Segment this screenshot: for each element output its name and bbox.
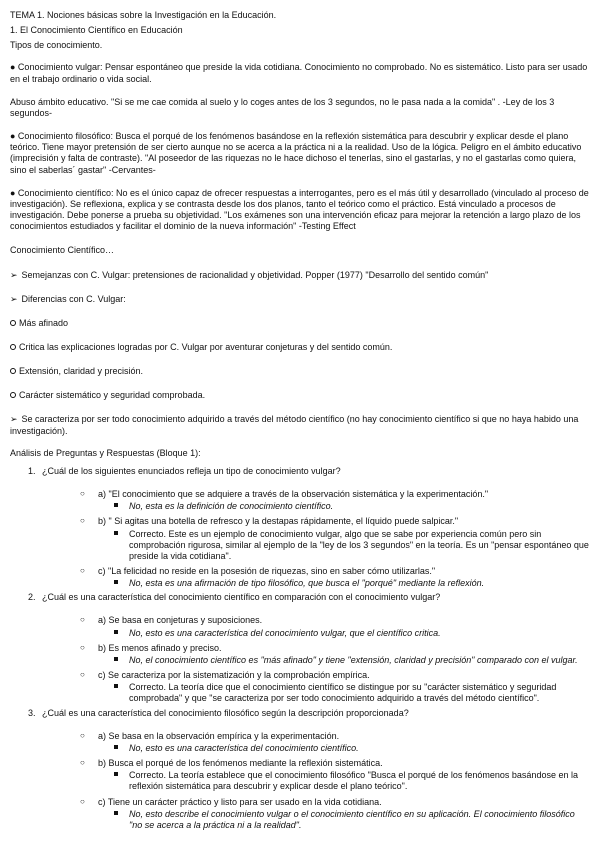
circle-bullet-icon: ○ — [80, 730, 85, 740]
square-bullet-icon — [114, 745, 118, 749]
option-text: b) Busca el porqué de los fenómenos mediante la reflexión sistemática. — [98, 758, 383, 769]
option — [10, 643, 590, 654]
option — [10, 566, 590, 577]
question-text: ¿Cuál de los siguientes enunciados refleja un tipo de conocimiento vulgar? — [42, 465, 341, 476]
square-bullet-icon — [114, 811, 118, 815]
option-note — [10, 501, 590, 512]
subheading-tipos: Tipos de conocimiento. — [10, 40, 103, 51]
option-note — [10, 529, 590, 562]
question-text: ¿Cuál es una característica del conocimiento científico en comparación con el conocimiento vulgar? — [42, 592, 441, 603]
cc-heading: Conocimiento Científico… — [10, 245, 115, 256]
option-text: b) Es menos afinado y preciso. — [98, 642, 222, 653]
option-text: c) Tiene un carácter práctico y listo para ser usado en la vida cotidiana. — [98, 796, 382, 807]
para-vulgar: ● Conocimiento vulgar: Pensar espontáneo que preside la vida cotidiana. Conocimiento no comprobado. No es sistemático. Listo para ser usado en el trabajo ordinario o vida social. — [10, 62, 588, 84]
circle-item — [10, 318, 590, 329]
option — [10, 489, 590, 500]
option-note — [10, 682, 590, 704]
option-text: a) Se basa en la observación empírica y la experimentación. — [98, 730, 340, 741]
question — [10, 708, 590, 719]
para-filosofico: ● Conocimiento filosófico: Busca el porqué de los fenómenos basándose en la reflexión sistemática para descubrir y explicar desde el plano teórico. Tiene mayor pretensión de ser cierto aunque no se acerca a la práctica ni a la realidad. Uso de la lógica. Peligro en el ámbito educativo (imprecisión y falta de contraste). "Al poseedor de las riquezas no le hace dichoso el tenerlas, sino el gastarlas, y no el gastarlas como quiera, sino el saberlas´ gastar" -Cervantes- — [10, 131, 582, 175]
circle-bullet-icon — [10, 344, 16, 350]
question — [10, 592, 590, 603]
note-text: Correcto. La teoría dice que el conocimiento científico se distingue por su "carácter sistemático y seguridad comprobada" y que "se caracteriza por ser todo conocimiento adquirido a través del método científico". — [129, 682, 557, 704]
item-text: Se caracteriza por ser todo conocimiento adquirido a través del método científico (no hay conocimiento científico si que no haya habido una investigación). — [10, 414, 579, 436]
circle-bullet-icon — [10, 320, 16, 326]
question-text: ¿Cuál es una característica del conocimiento filosófico según la descripción proporcionada? — [42, 707, 409, 718]
option-note — [10, 628, 590, 639]
circle-bullet-icon: ○ — [80, 796, 85, 806]
circle-bullet-icon: ○ — [80, 566, 85, 575]
para-cientifico: ● Conocimiento científico: No es el único capaz de ofrecer respuestas a interrogantes, pero es el más útil y desarrollado (vinculado al proceso de investigación). Se reflexiona, explica y se contrasta desde los dos planos, tanto el teórico como el práctico. Está vinculado a procesos de investigación. Debe ponerse a prueba su objetividad. "Los exámenes son una intervención eficaz para mejorar la retención a largo plazo de los conocimientos estudiados y facilitar el dominio de la nueva información" -Testing Effect — [10, 187, 589, 232]
note-text: No, esto es una característica del conocimiento científico. — [129, 742, 359, 753]
option — [10, 797, 590, 808]
option-note — [10, 809, 590, 831]
item-text: Carácter sistemático y seguridad comprobada. — [19, 390, 206, 401]
option-note — [10, 743, 590, 754]
arrow-icon: ➢ — [10, 293, 18, 304]
para-abuso: Abuso ámbito educativo. "Si se me cae comida al suelo y lo coges antes de los 3 segundos, no le pasa nada a la comida" . -Ley de los 3 segundos- — [10, 96, 555, 118]
circle-bullet-icon — [10, 368, 16, 374]
option-text: a) Se basa en conjeturas y suposiciones. — [98, 615, 263, 626]
circle-bullet-icon: ○ — [80, 642, 85, 652]
item-text: Diferencias con C. Vulgar: — [21, 293, 126, 304]
note-text: No, esta es la definición de conocimiento científico. — [129, 501, 334, 512]
circle-bullet-icon — [10, 392, 16, 398]
circle-bullet-icon: ○ — [80, 489, 85, 499]
note-text: No, esto es una característica del conocimiento vulgar, que el científico critica. — [129, 627, 441, 638]
circle-bullet-icon: ○ — [80, 516, 85, 526]
question-number: 2. — [28, 592, 36, 603]
option-text: a) "El conocimiento que se adquiere a través de la observación sistemática y la experimentación." — [98, 489, 489, 500]
option-note — [10, 655, 590, 666]
section-heading: 1. El Conocimiento Científico en Educación — [10, 25, 183, 36]
circle-item — [10, 342, 590, 353]
arrow-icon: ➢ — [10, 414, 18, 425]
item-diferencias — [10, 294, 590, 305]
option-text: c) Se caracteriza por la sistematización y la comprobación empírica. — [98, 670, 370, 681]
item-text: Extensión, claridad y precisión. — [19, 366, 144, 377]
doc-title: TEMA 1. Nociones básicas sobre la Investigación en la Educación. — [10, 10, 277, 20]
analysis-heading: Análisis de Preguntas y Respuestas (Bloque 1): — [10, 447, 201, 458]
square-bullet-icon — [114, 772, 118, 776]
square-bullet-icon — [114, 580, 118, 584]
square-bullet-icon — [114, 657, 118, 661]
option-text: c) "La felicidad no reside en la posesión de riquezas, sino en saber cómo utilizarlas." — [98, 566, 436, 576]
square-bullet-icon — [114, 684, 118, 688]
option — [10, 670, 590, 681]
circle-bullet-icon: ○ — [80, 615, 85, 625]
item-caracteriza — [10, 414, 590, 436]
option-note — [10, 770, 590, 792]
option — [10, 731, 590, 742]
option — [10, 516, 590, 527]
option — [10, 615, 590, 626]
item-text: Critica las explicaciones logradas por C. Vulgar por aventurar conjeturas y del sentido común. — [19, 341, 393, 352]
item-text: Semejanzas con C. Vulgar: pretensiones de racionalidad y objetividad. Popper (1977) "Desarrollo del sentido común" — [21, 269, 489, 280]
question-number: 3. — [28, 707, 36, 718]
option — [10, 758, 590, 769]
question-list — [10, 466, 590, 831]
note-text: No, esto describe el conocimiento vulgar o el conocimiento científico en su aplicación. El conocimiento filosófico "no se acerca a la práctica ni a la realidad". — [129, 808, 575, 830]
item-semejanzas — [10, 270, 590, 281]
square-bullet-icon — [114, 630, 118, 634]
square-bullet-icon — [114, 531, 118, 535]
circle-bullet-icon: ○ — [80, 670, 85, 680]
arrow-icon: ➢ — [10, 269, 18, 280]
circle-bullet-icon: ○ — [80, 758, 85, 768]
note-text: Correcto. Este es un ejemplo de conocimiento vulgar, algo que se sabe por experiencia común pero sin comprobación rigurosa, similar al ejemplo de la "ley de los 3 segundos" en la teoría. Es un "pensar espontáneo que preside la vida cotidiana". — [129, 528, 589, 561]
note-text: No, esta es una afirmación de tipo filosófico, que busca el "porqué" mediante la reflexión. — [129, 578, 485, 589]
option-text: b) " Si agitas una botella de refresco y la destapas rápidamente, el líquido puede salpicar." — [98, 516, 459, 527]
circle-item — [10, 366, 590, 377]
note-text: Correcto. La teoría establece que el conocimiento filosófico "Busca el porqué de los fenómenos basándose en la reflexión sistemática para descubrir y explicar desde el plano teórico". — [129, 770, 578, 792]
item-text: Más afinado — [19, 317, 69, 328]
circle-item — [10, 390, 590, 401]
question-number: 1. — [28, 465, 36, 476]
note-text: No, el conocimiento científico es "más afinado" y tiene "extensión, claridad y precisión" comparado con el vulgar. — [129, 654, 578, 665]
square-bullet-icon — [114, 503, 118, 507]
question — [10, 466, 590, 477]
option-note — [10, 578, 590, 589]
